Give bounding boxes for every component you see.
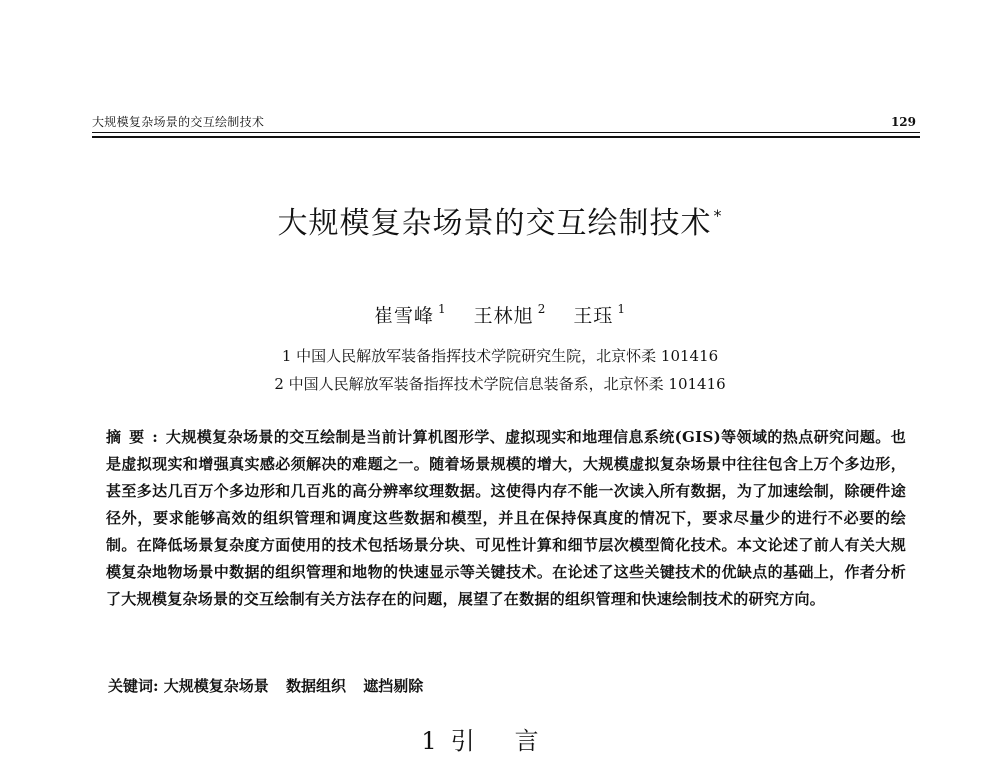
section-heading xyxy=(0,726,1000,756)
keywords xyxy=(108,676,808,696)
keyword: 遮挡剔除 xyxy=(363,677,424,695)
author xyxy=(573,296,626,329)
author xyxy=(374,296,447,329)
running-title: 大规模复杂场景的交互绘制技术 xyxy=(92,115,265,129)
keyword: 数据组织 xyxy=(286,677,347,695)
abstract xyxy=(106,424,906,613)
section-title: 引言 xyxy=(450,727,579,755)
abstract-label: 摘要: xyxy=(106,428,166,446)
author-name: 王林旭 xyxy=(473,305,534,327)
paper-title-text: 大规模复杂场景的交互绘制技术 xyxy=(277,206,712,241)
author-affiliation-mark: 1 xyxy=(617,302,627,316)
author xyxy=(474,296,547,329)
paper-title xyxy=(0,196,1000,244)
affiliation-1: 1 中国人民解放军装备指挥技术学院研究生院，北京怀柔 101416 xyxy=(281,347,719,365)
page-number: 129 xyxy=(890,115,916,129)
author-affiliation-mark: 2 xyxy=(537,302,547,316)
keywords-label: 关键词: xyxy=(108,677,159,695)
section-number: 1 xyxy=(421,727,437,755)
header-rule-thick xyxy=(92,136,920,138)
header-rule-thin xyxy=(92,132,920,133)
author-name: 王珏 xyxy=(573,305,614,327)
keyword: 大规模复杂场景 xyxy=(163,677,269,695)
title-footnote-mark: * xyxy=(713,206,723,225)
abstract-text: 大规模复杂场景的交互绘制是当前计算机图形学、虚拟现实和地理信息系统(GIS)等领域的热点研究问题。也是虚拟现实和增强真实感必须解决的难题之一。随着场景规模的增大，大规模虚拟复杂场景中往往包含上万个多边形，甚至多达几百万个多边形和几百兆的高分辨率纹理数据。这使得内存不能一次读入所有数据，为了加速绘制，除硬件途径外，要求能够高效的组织管理和调度这些数据和模型，并且在保持保真度的情况下，要求尽量少的进行不必要的绘制。在降低场景复杂度方面使用的技术包括场景分块、可见性计算和细节层次模型简化技术。本文论述了前人有关大规模复杂地物场景中数据的组织管理和地物的快速显示等关键技术。在论述了这些关键技术的优缺点的基础上，作者分析了大规模复杂场景的交互绘制有关方法存在的问题，展望了在数据的组织管理和快速绘制技术的研究方向。 xyxy=(106,428,906,608)
running-header xyxy=(92,114,920,134)
author-affiliation-mark: 1 xyxy=(437,302,447,316)
affiliation-2: 2 中国人民解放军装备指挥技术学院信息装备系，北京怀柔 101416 xyxy=(274,375,726,393)
author-list xyxy=(0,296,1000,329)
author-name: 崔雪峰 xyxy=(373,305,434,327)
